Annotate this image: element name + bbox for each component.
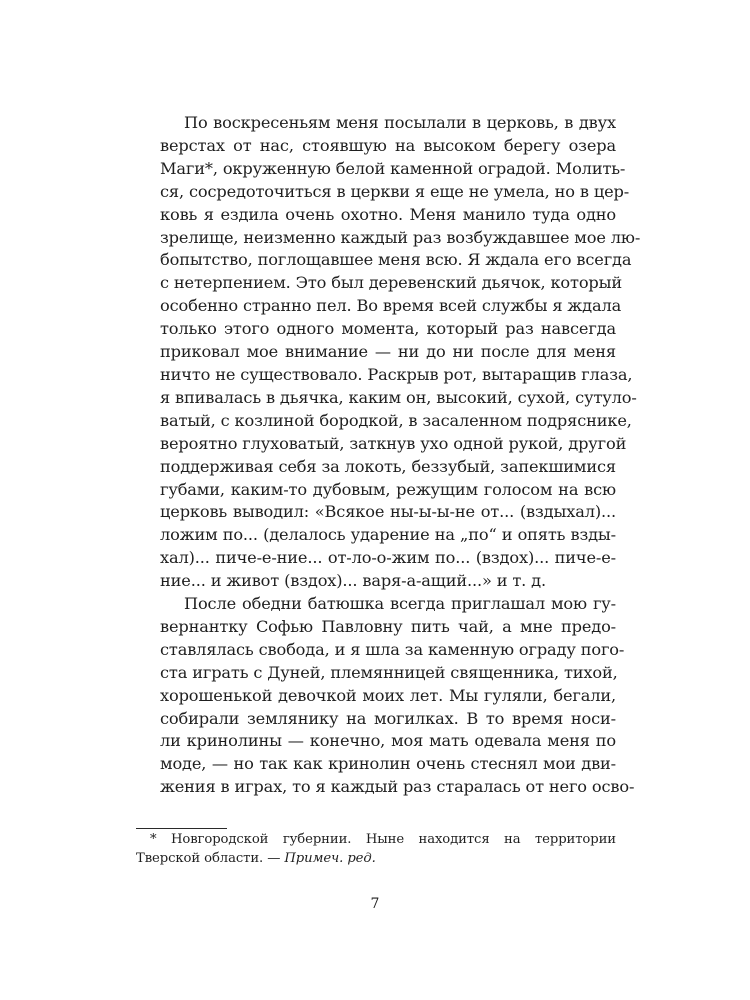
footnote-text: Тверской области. — [136,851,285,866]
text-line: особенно странно пел. Во время всей службы я ждала [160,296,622,316]
text-line: верстах от нас, стоявшую на высоком берегу озера [160,135,616,155]
text-line: зрелище, неизменно каждый раз возбуждавшее мое лю- [160,227,641,247]
text-line: ние... и живот (вздох)... варя-а-ащий...» и т. д. [160,571,546,591]
text-line: ковь я ездила очень охотно. Меня манило туда одно [160,204,616,224]
paragraph-2 [136,593,635,799]
text-line: ватый, с козлиной бородкой, в засаленном подряснике, [160,410,632,430]
text-line: я впивалась в дьячка, каким он, высокий, сухой, сутуло- [160,387,637,407]
text-line: ставлялась свобода, и я шла за каменную ограду пого- [160,639,625,659]
text-line: Маги*, окруженную белой каменной оградой. Молить- [160,158,626,178]
footnote-line: * Новгородской губернии. Ныне находится на территории [150,832,616,847]
text-line: ли кринолины — конечно, моя мать одевала меня по [160,731,616,751]
text-line: хал)... пиче-е-ние... от-ло-о-жим по... (вздох)... пиче-е- [160,548,616,568]
text-line: моде, — но так как кринолин очень стеснял мои дви- [160,754,616,774]
text-line: поддерживая себя за локоть, беззубый, запекшимися [160,456,616,476]
footnote-editor-note: Примеч. ред. [284,851,376,866]
text-line: только этого одного момента, который раз навсегда [160,319,616,339]
text-line: приковал мое внимание — ни до ни после для меня [160,342,616,362]
text-line: ложим по... (делалось ударение на „по“ и опять взды- [160,525,616,545]
text-line: вернантку Софью Павловну пить чай, а мне предо- [160,616,616,636]
text-line: ничто не существовало. Раскрыв рот, вытаращив глаза, [160,364,633,384]
paragraph-1 [136,112,641,593]
text-line: После обедни батюшка всегда приглашал мою гу- [184,594,616,614]
page-number: 7 [370,896,380,912]
main-text [136,112,641,799]
text-line: жения в играх, то я каждый раз старалась от него осво- [160,777,635,797]
text-line: с нетерпением. Это был деревенский дьячок, который [160,273,623,293]
footnote-divider [136,828,227,829]
text-line: ста играть с Дуней, племянницей священника, тихой, [160,662,618,682]
footnote [136,830,616,868]
text-line: бопытство, поглощавшее меня всю. Я ждала его всегда [160,250,632,270]
text-line: вероятно глуховатый, заткнув ухо одной рукой, другой [160,433,627,453]
text-line: хорошенькой девочкой моих лет. Мы гуляли, бегали, [160,685,616,705]
text-line: губами, каким-то дубовым, режущим голосом на всю [160,479,616,499]
text-line: ся, сосредоточиться в церкви я еще не умела, но в цер- [160,181,630,201]
footnote-line [136,849,616,868]
text-line: собирали землянику на могилках. В то время носи- [160,708,616,728]
text-line: По воскресеньям меня посылали в церковь, в двух [184,113,616,132]
text-line: церковь выводил: «Всякое ны-ы-ы-не от... (вздыхал)... [160,502,616,522]
